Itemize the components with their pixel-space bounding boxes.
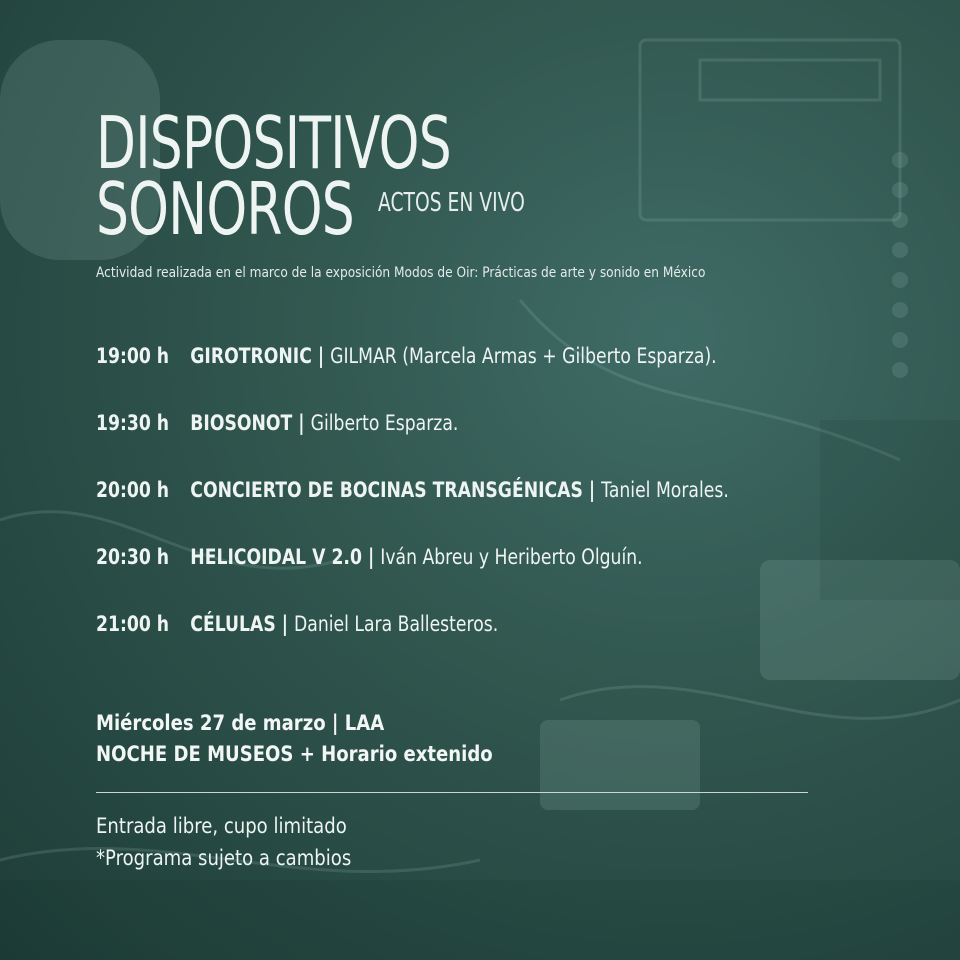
entry-note: Entrada libre, cupo limitado	[96, 814, 347, 838]
schedule-separator: |	[275, 612, 295, 636]
schedule-item	[96, 608, 729, 641]
schedule-separator: |	[361, 545, 381, 569]
schedule-artist: Gilberto Esparza.	[310, 411, 459, 435]
event-date: Miércoles 27 de marzo | LAA	[96, 711, 385, 735]
schedule-separator: |	[292, 411, 311, 435]
schedule-item	[96, 541, 729, 574]
event-program: NOCHE DE MUSEOS + Horario extenido	[96, 742, 493, 766]
schedule-time: 20:00 h	[96, 478, 170, 502]
schedule-separator: |	[311, 344, 331, 368]
disclaimer-note: *Programa sujeto a cambios	[96, 846, 352, 870]
title-block	[96, 101, 589, 251]
schedule-item	[96, 407, 729, 440]
schedule-artist: Daniel Lara Ballesteros.	[294, 612, 499, 636]
schedule-time: 19:30 h	[96, 411, 170, 435]
schedule-artist: Iván Abreu y Heriberto Olguín.	[380, 545, 643, 569]
schedule-act: GIROTRONIC	[190, 344, 312, 368]
schedule-time: 19:00 h	[96, 344, 170, 368]
schedule-artist: Taniel Morales.	[601, 478, 729, 502]
divider	[96, 792, 808, 793]
intro-text: Actividad realizada en el marco de la exposición Modos de Oir: Prácticas de arte y sonido en México	[96, 265, 706, 281]
schedule-act: CÉLULAS	[190, 612, 276, 636]
title-line-2: SONOROS	[96, 167, 354, 251]
schedule-list	[96, 340, 868, 675]
schedule-artist: GILMAR (Marcela Armas + Gilberto Esparza).	[330, 344, 717, 368]
schedule-act: HELICOIDAL V 2.0	[190, 545, 362, 569]
title-line-1: DISPOSITIVOS	[96, 101, 451, 185]
title-row-2	[96, 167, 589, 251]
schedule-item	[96, 340, 729, 373]
schedule-act: BIOSONOT	[190, 411, 293, 435]
schedule-separator: |	[582, 478, 602, 502]
schedule-time: 21:00 h	[96, 612, 170, 636]
schedule-time: 20:30 h	[96, 545, 170, 569]
event-info	[96, 708, 557, 770]
subtitle: ACTOS EN VIVO	[378, 188, 525, 218]
notes	[96, 810, 393, 874]
schedule-item	[96, 474, 729, 507]
schedule-act: CONCIERTO DE BOCINAS TRANSGÉNICAS	[190, 478, 583, 502]
